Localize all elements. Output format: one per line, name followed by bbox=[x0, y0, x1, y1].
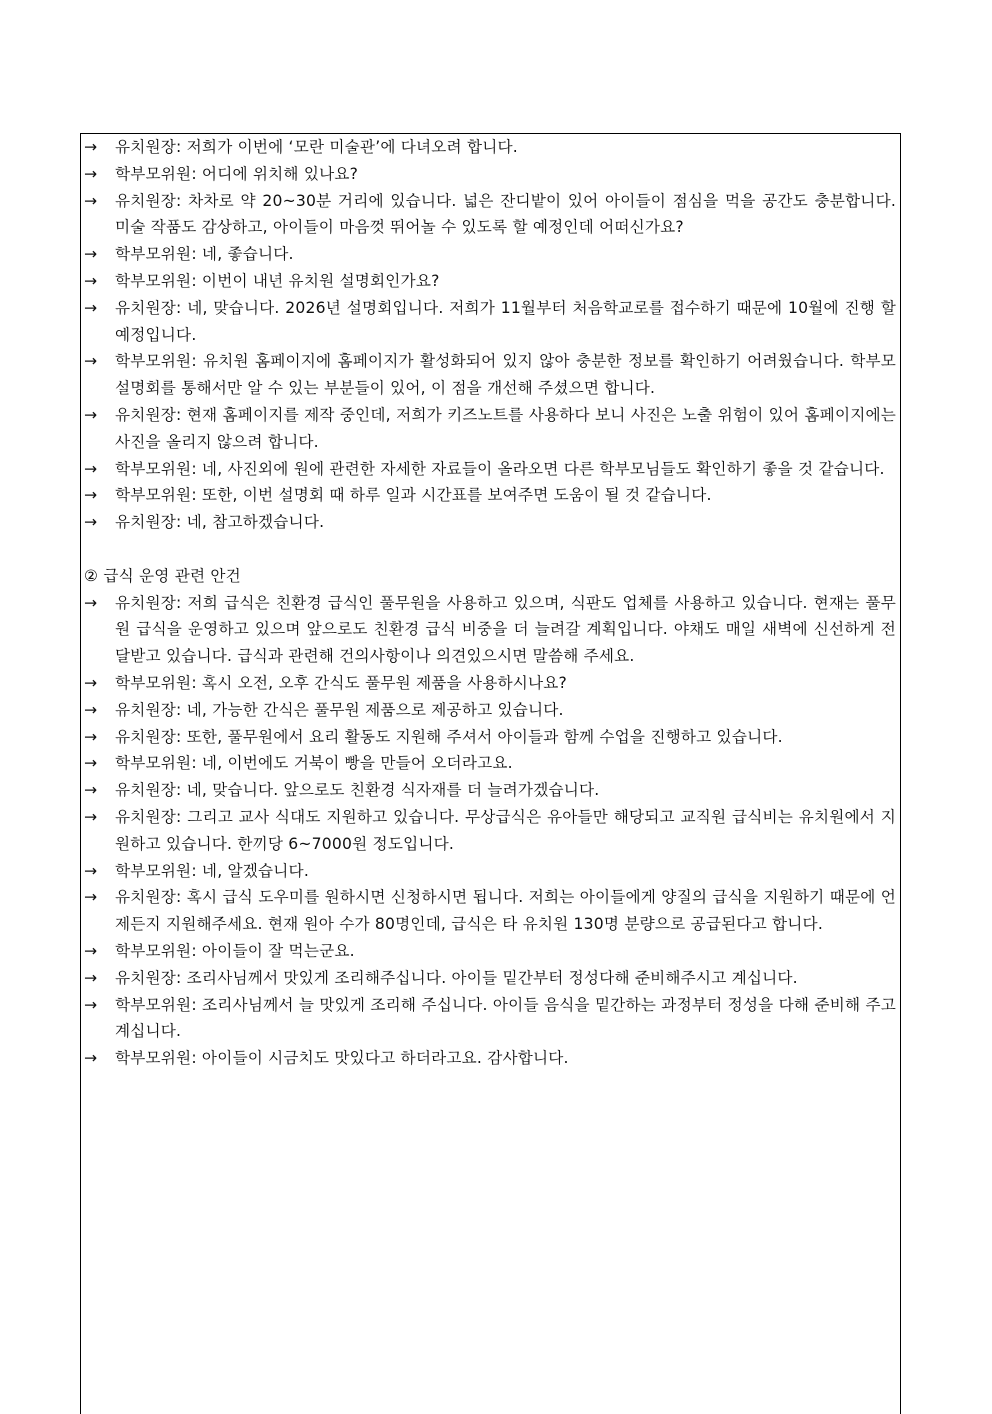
dialogue-text: 학부모위원: 혹시 오전, 오후 간식도 풀무원 제품을 사용하시나요? bbox=[115, 673, 568, 692]
arrow-icon: → bbox=[84, 700, 98, 719]
dialogue-text: 유치원장: 현재 홈페이지를 제작 중인데, 저희가 키즈노트를 사용하다 보니 사진은 노출 위험이 있어 홈페이지에는 사진을 올리지 않으려 합니다. bbox=[115, 405, 896, 451]
arrow-icon: → bbox=[84, 486, 98, 505]
dialogue-text: 유치원장: 또한, 풀무원에서 요리 활동도 지원해 주셔서 아이들과 함께 수업을 진행하고 있습니다. bbox=[115, 727, 783, 746]
arrow-icon: → bbox=[84, 298, 98, 317]
dialogue-text: 학부모위원: 유치원 홈페이지에 홈페이지가 활성화되어 있지 않아 충분한 정보를 확인하기 어려웠습니다. 학부모 설명회를 통해서만 알 수 있는 부분들이 있어, 이 점을 개선해 주셨으면 합니다. bbox=[115, 352, 896, 398]
dialogue-text: 학부모위원: 아이들이 잘 먹는군요. bbox=[115, 941, 355, 960]
minutes-content bbox=[84, 134, 896, 1072]
dialogue-line bbox=[84, 402, 896, 456]
dialogue-text: 학부모위원: 조리사님께서 늘 맛있게 조리해 주십니다. 아이들 음식을 밑간하는 과정부터 정성을 다해 준비해 주고 계십니다. bbox=[115, 995, 896, 1041]
arrow-icon: → bbox=[84, 968, 98, 987]
dialogue-line bbox=[84, 938, 896, 965]
dialogue-line bbox=[84, 268, 896, 295]
arrow-icon: → bbox=[84, 352, 98, 371]
section-2-heading: ② 급식 운영 관련 안건 bbox=[84, 566, 241, 585]
dialogue-text: 학부모위원: 네, 알겠습니다. bbox=[115, 861, 309, 880]
dialogue-text: 학부모위원: 어디에 위치해 있나요? bbox=[115, 164, 359, 183]
arrow-icon: → bbox=[84, 781, 98, 800]
dialogue-line bbox=[84, 884, 896, 938]
dialogue-text: 유치원장: 그리고 교사 식대도 지원하고 있습니다. 무상급식은 유아들만 해당되고 교직원 급식비는 유치원에서 지원하고 있습니다. 한끼당 6~7000원 정도입니다. bbox=[115, 807, 896, 853]
arrow-icon: → bbox=[84, 459, 98, 478]
dialogue-text: 유치원장: 저희 급식은 친환경 급식인 풀무원을 사용하고 있으며, 식판도 업체를 사용하고 있습니다. 현재는 풀무원 급식을 운영하고 있으며 앞으로도 친환경 급식 비중을 더 늘려갈 계획입니다. 야채도 매일 새벽에 신선하게 전달받고 있습니다. 급식과 관련해 건의사항이나 의견있으시면 말씀해 주세요. bbox=[115, 593, 896, 666]
dialogue-text: 유치원장: 저희가 이번에 ‘모란 미술관’에 다녀오려 합니다. bbox=[115, 138, 518, 156]
dialogue-line bbox=[84, 804, 896, 858]
section-2-dialogue bbox=[84, 590, 896, 1072]
arrow-icon: → bbox=[84, 164, 98, 183]
dialogue-text: 학부모위원: 아이들이 시금치도 맛있다고 하더라고요. 감사합니다. bbox=[115, 1049, 569, 1068]
blank-line bbox=[84, 536, 896, 563]
dialogue-line bbox=[84, 965, 896, 992]
dialogue-line bbox=[84, 188, 896, 242]
dialogue-line bbox=[84, 992, 896, 1046]
dialogue-line bbox=[84, 161, 896, 188]
dialogue-line bbox=[84, 724, 896, 751]
dialogue-text: 학부모위원: 네, 사진외에 원에 관련한 자세한 자료들이 올라오면 다른 학부모님들도 확인하기 좋을 것 같습니다. bbox=[115, 459, 885, 478]
arrow-icon: → bbox=[84, 861, 98, 880]
arrow-icon: → bbox=[84, 995, 98, 1014]
dialogue-line bbox=[84, 134, 896, 161]
dialogue-text: 유치원장: 네, 맞습니다. 앞으로도 친환경 식자재를 더 늘려가겠습니다. bbox=[115, 781, 600, 800]
dialogue-text: 학부모위원: 네, 이번에도 거북이 빵을 만들어 오더라고요. bbox=[115, 754, 513, 773]
section-1-dialogue bbox=[84, 134, 896, 536]
dialogue-line bbox=[84, 456, 896, 483]
dialogue-text: 학부모위원: 또한, 이번 설명회 때 하루 일과 시간표를 보여주면 도움이 될 것 같습니다. bbox=[115, 486, 712, 505]
dialogue-line bbox=[84, 348, 896, 402]
dialogue-line bbox=[84, 670, 896, 697]
dialogue-line bbox=[84, 241, 896, 268]
dialogue-text: 유치원장: 네, 참고하겠습니다. bbox=[115, 513, 325, 532]
arrow-icon: → bbox=[84, 754, 98, 773]
arrow-icon: → bbox=[84, 271, 98, 290]
dialogue-line bbox=[84, 1045, 896, 1072]
dialogue-text: 유치원장: 네, 가능한 간식은 풀무원 제품으로 제공하고 있습니다. bbox=[115, 700, 564, 719]
arrow-icon: → bbox=[84, 191, 98, 210]
dialogue-line bbox=[84, 590, 896, 670]
dialogue-line bbox=[84, 777, 896, 804]
dialogue-text: 유치원장: 네, 맞습니다. 2026년 설명회입니다. 저희가 11월부터 처음학교로를 접수하기 때문에 10월에 진행 할 예정입니다. bbox=[115, 298, 896, 344]
arrow-icon: → bbox=[84, 138, 98, 156]
arrow-icon: → bbox=[84, 593, 98, 612]
dialogue-text: 유치원장: 혹시 급식 도우미를 원하시면 신청하시면 됩니다. 저희는 아이들에게 양질의 급식을 지원하기 때문에 언제든지 지원해주세요. 현재 원아 수가 80명인데, 급식은 타 유치원 130명 분량으로 공급된다고 합니다. bbox=[115, 888, 896, 934]
dialogue-line bbox=[84, 509, 896, 536]
dialogue-text: 유치원장: 차차로 약 20~30분 거리에 있습니다. 넓은 잔디밭이 있어 아이들이 점심을 먹을 공간도 충분합니다. 미술 작품도 감상하고, 아이들이 마음껏 뛰어놀 수 있도록 할 예정인데 어떠신가요? bbox=[115, 191, 896, 237]
dialogue-line bbox=[84, 482, 896, 509]
dialogue-line bbox=[84, 858, 896, 885]
dialogue-text: 유치원장: 조리사님께서 맛있게 조리해주십니다. 아이들 밑간부터 정성다해 준비해주시고 계십니다. bbox=[115, 968, 798, 987]
arrow-icon: → bbox=[84, 888, 98, 907]
arrow-icon: → bbox=[84, 673, 98, 692]
arrow-icon: → bbox=[84, 807, 98, 826]
arrow-icon: → bbox=[84, 727, 98, 746]
arrow-icon: → bbox=[84, 513, 98, 532]
dialogue-line bbox=[84, 750, 896, 777]
dialogue-line bbox=[84, 697, 896, 724]
dialogue-text: 학부모위원: 이번이 내년 유치원 설명회인가요? bbox=[115, 271, 440, 290]
dialogue-text: 학부모위원: 네, 좋습니다. bbox=[115, 245, 294, 264]
arrow-icon: → bbox=[84, 1049, 98, 1068]
dialogue-line bbox=[84, 295, 896, 349]
arrow-icon: → bbox=[84, 405, 98, 424]
arrow-icon: → bbox=[84, 245, 98, 264]
arrow-icon: → bbox=[84, 941, 98, 960]
